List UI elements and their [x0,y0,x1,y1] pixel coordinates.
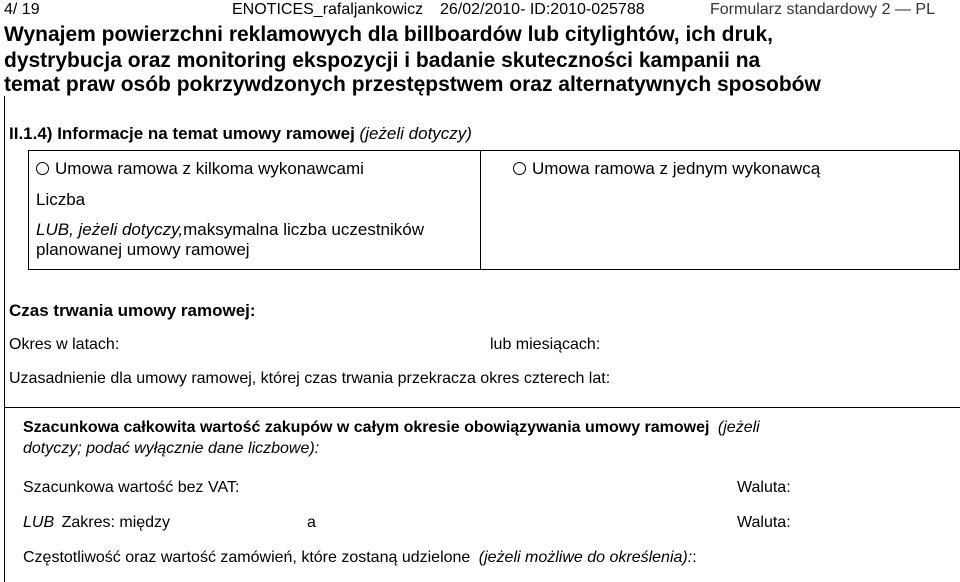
years-label: Okres w latach: [9,336,120,353]
radio-multiple-icon[interactable] [36,162,49,175]
title-line-3: temat praw osób pokrzywdzonych przestępstwem oraz alternatywnych sposobów [4,73,821,96]
section-number: II.1.4) [9,124,53,143]
option-single[interactable] [513,159,820,179]
title-line-2: dystrybucja oraz monitoring ekspozycji i badanie skuteczności kampanii na [4,49,761,72]
currency-label: Waluta: [737,479,791,496]
estimate-heading: Szacunkowa całkowita wartość zakupów w całym okresie obowiązywania umowy ramowej [23,419,710,436]
frequency-label: Częstotliwość oraz wartość zamówień, które zostaną udzielone [23,549,471,566]
range-and: a [307,514,316,531]
section-title: Informacje na temat umowy ramowej [57,124,355,143]
framework-box-divider [480,150,481,270]
section-heading [9,124,472,144]
frequency-qualifier: (jeżeli możliwe do określenia): [478,549,693,566]
value-label: Szacunkowa wartość bez VAT: [23,479,240,496]
max-participants-line-2: planowanej umowy ramowej [36,240,250,259]
option-single-label: Umowa ramowa z jednym wykonawcą [532,159,821,178]
frequency-row [23,548,697,568]
option-multiple-label: Umowa ramowa z kilkoma wykonawcami [55,159,364,178]
range-row [23,513,170,533]
currency-label-2: Waluta: [737,514,791,531]
radio-single-icon[interactable] [513,162,526,175]
page-number: 4/ 19 [4,1,40,18]
duration-heading: Czas trwania umowy ramowej: [9,301,256,320]
form-name: Formularz standardowy 2 — PL [710,1,935,18]
section-qualifier: (jeżeli dotyczy) [359,124,472,143]
count-label: Liczba [36,190,86,209]
estimate-qualifier-inline: (jeżeli [717,419,760,436]
max-participants-line-1 [36,220,424,240]
doc-id: ENOTICES_rafaljankowicz [232,1,424,18]
doc-date-id: 26/02/2010- ID:2010-025788 [440,1,645,18]
months-label: lub miesiącach: [490,336,601,353]
title-line-1: Wynajem powierzchni reklamowych dla billboardów lub citylightów, ich druk, [4,23,773,46]
max-participants-label: maksymalna liczba uczestników [183,220,424,239]
justification-label: Uzasadnienie dla umowy ramowej, której czas trwania przekracza okres czterech lat: [9,370,611,387]
or-if-applicable: LUB, jeżeli dotyczy, [36,220,184,239]
or-label: LUB [23,514,55,531]
estimate-qualifier-line-2: dotyczy; podać wyłącznie dane liczbowe): [23,440,320,457]
notice-title [4,22,954,96]
estimate-heading-line-1 [23,418,760,438]
frequency-colon: : [692,549,697,566]
option-multiple[interactable] [36,159,364,179]
range-label: Zakres: między [61,514,171,531]
